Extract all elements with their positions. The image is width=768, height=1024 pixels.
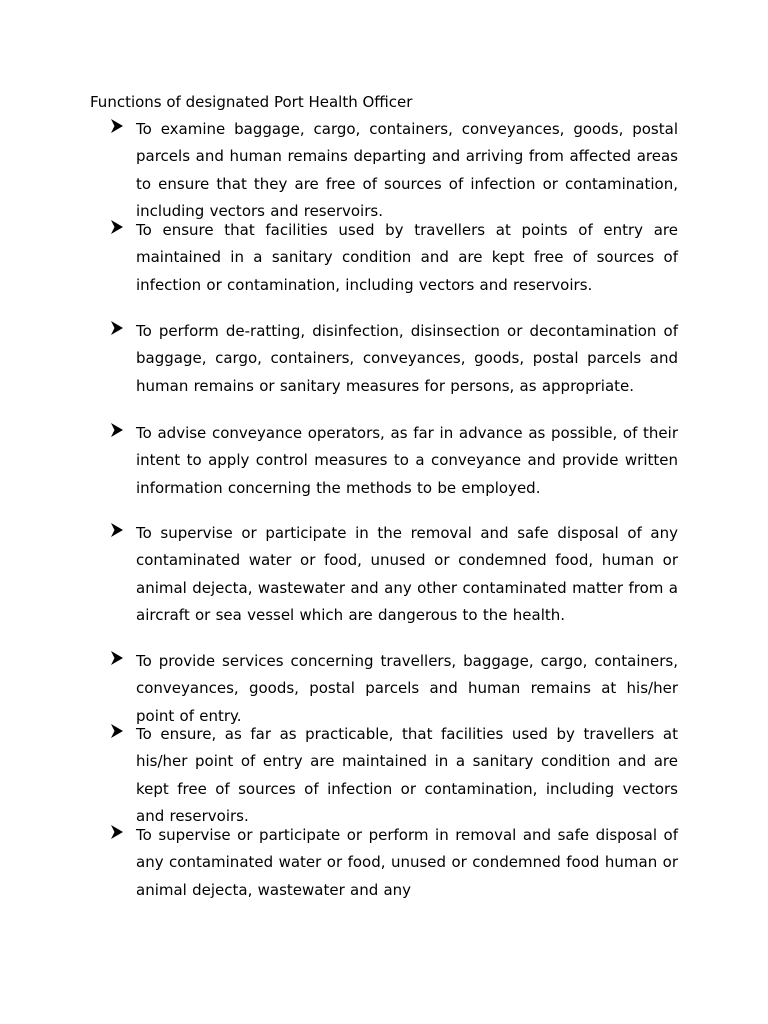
arrowhead-bullet-icon bbox=[110, 118, 124, 134]
list-item bbox=[110, 420, 678, 502]
list-item-text: To perform de-ratting, disinfection, disinsection or decontamination of baggage, cargo, containers, conveyances, goods, postal parcels and human remains or sanitary measures for persons, as appropriate. bbox=[136, 322, 678, 395]
list-item bbox=[110, 217, 678, 299]
list-item-text: To supervise or participate or perform in removal and safe disposal of any contaminated water or food, unused or condemned food human or animal dejecta, wastewater and any bbox=[136, 826, 678, 899]
list-item bbox=[110, 648, 678, 730]
list-item bbox=[110, 318, 678, 400]
arrowhead-bullet-icon bbox=[110, 422, 124, 438]
list-item-text: To examine baggage, cargo, containers, conveyances, goods, postal parcels and human remains departing and arriving from affected areas to ensure that they are free of sources of infection or contamination, including vectors and reservoirs. bbox=[136, 120, 678, 221]
list-item-text: To supervise or participate in the removal and safe disposal of any contaminated water or food, unused or condemned food, human or animal dejecta, wastewater and any other contaminated matter from a aircraft or sea vessel which are dangerous to the health. bbox=[136, 524, 678, 625]
list-item-text: To provide services concerning travellers, baggage, cargo, containers, conveyances, goods, postal parcels and human remains at his/her point of entry. bbox=[136, 652, 678, 725]
list-item-text: To advise conveyance operators, as far in advance as possible, of their intent to apply control measures to a conveyance and provide written information concerning the methods to be employed. bbox=[136, 424, 678, 497]
list-item bbox=[110, 721, 678, 831]
arrowhead-bullet-icon bbox=[110, 522, 124, 538]
arrowhead-bullet-icon bbox=[110, 824, 124, 840]
list-item bbox=[110, 822, 678, 904]
arrowhead-bullet-icon bbox=[110, 723, 124, 739]
document-title: Functions of designated Port Health Officer bbox=[90, 93, 413, 111]
list-item-text: To ensure that facilities used by travellers at points of entry are maintained in a sanitary condition and are kept free of sources of infection or contamination, including vectors and reservoirs. bbox=[136, 221, 678, 294]
list-item bbox=[110, 520, 678, 630]
arrowhead-bullet-icon bbox=[110, 650, 124, 666]
arrowhead-bullet-icon bbox=[110, 219, 124, 235]
list-item bbox=[110, 116, 678, 226]
arrowhead-bullet-icon bbox=[110, 320, 124, 336]
list-item-text: To ensure, as far as practicable, that facilities used by travellers at his/her point of entry are maintained in a sanitary condition and are kept free of sources of infection or contamination, including vectors and reservoirs. bbox=[136, 725, 678, 826]
